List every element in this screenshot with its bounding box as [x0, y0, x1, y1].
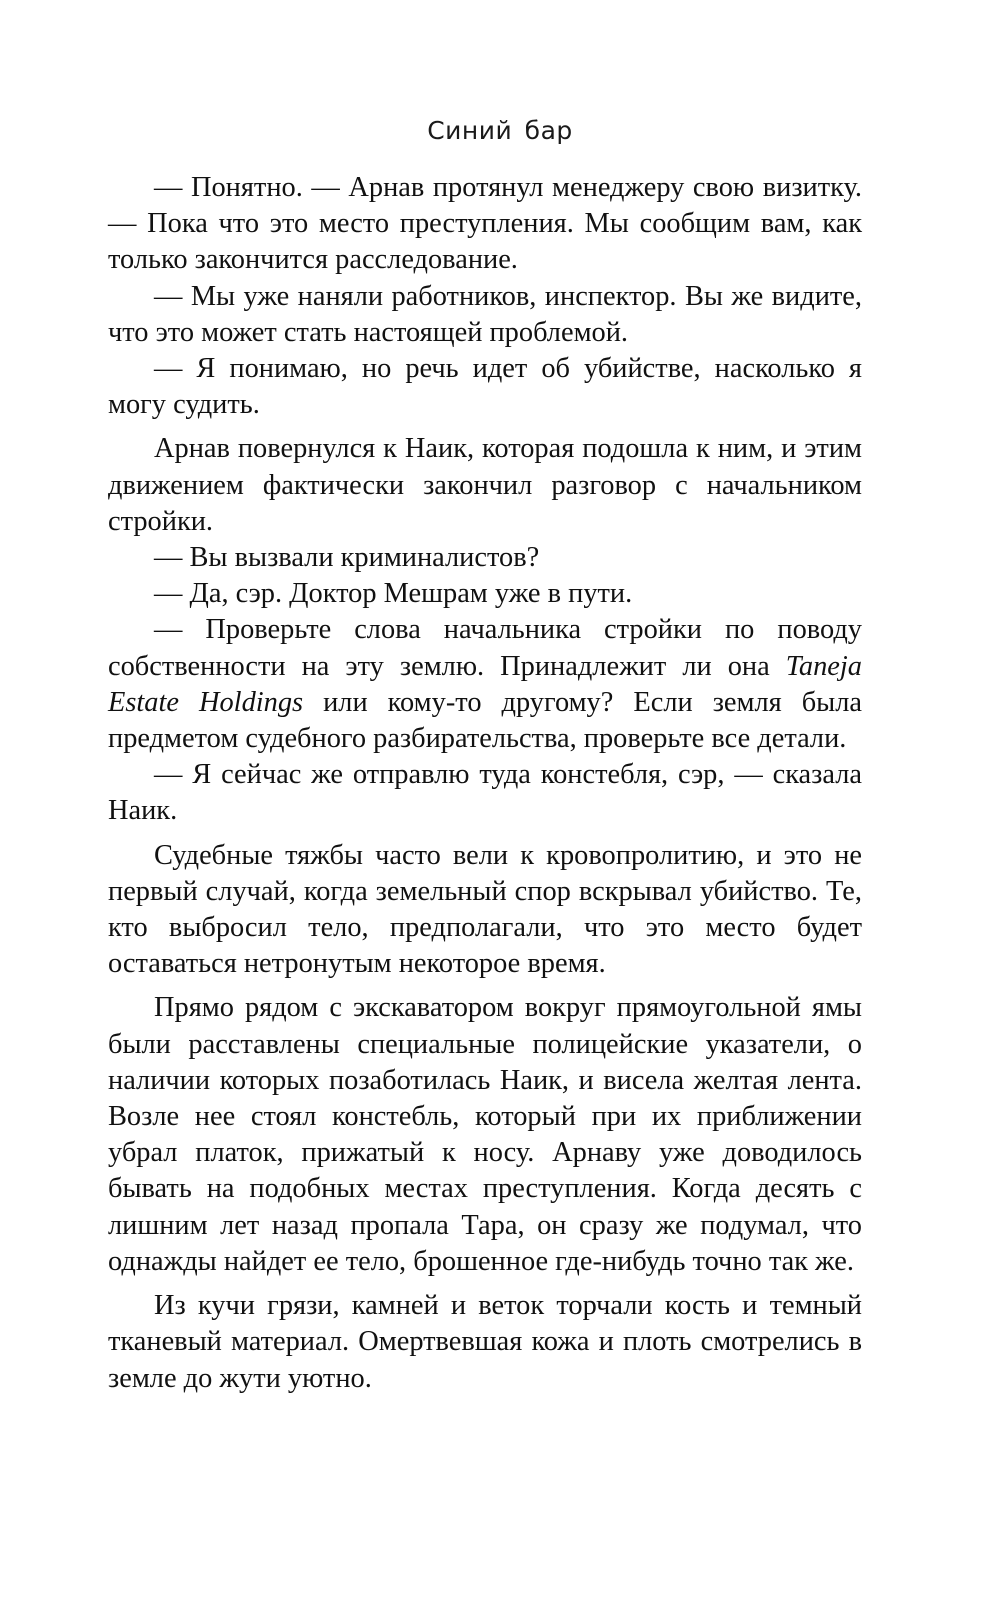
- paragraph: — Понятно. — Арнав протянул менеджеру свою визитку. — Пока что это место преступления. Мы сообщим вам, как только закончится расследование.: [108, 172, 862, 276]
- paragraph: Из кучи грязи, камней и веток торчали кость и темный тканевый материал. Омертвевшая кожа и плоть смотрелись в земле до жути уютно.: [108, 1290, 862, 1394]
- paragraph: — Мы уже наняли работников, инспектор. Вы же видите, что это может стать настоящей проблемой.: [108, 280, 862, 348]
- paragraph: — Вы вызвали криминалистов?: [154, 542, 540, 574]
- company-name: Taneja Estate Holdings: [108, 650, 862, 718]
- paragraph: — Да, сэр. Доктор Мешрам уже в пути.: [154, 578, 633, 610]
- paragraph: Судебные тяжбы часто вели к кровопролитию, и это не первый случай, когда земельный спор вскрывал убийство. Те, кто выбросил тело, предполагали, что это место будет оставаться нетронутым некоторое время.: [108, 839, 862, 980]
- paragraph: — Я понимаю, но речь идет об убийстве, насколько я могу судить.: [108, 353, 862, 421]
- paragraph: Арнав повернулся к Наик, которая подошла к ним, и этим движением фактически закончил разговор с начальником стройки.: [108, 433, 862, 537]
- body-text: [108, 170, 862, 1397]
- paragraph: — Проверьте слова начальника стройки по поводу собственности на эту землю. Принадлежит ли она Taneja Estate Holdings или кому-то другому? Если земля была предметом судебного разбирательства, проверьте все детали.: [108, 614, 863, 755]
- paragraph: Прямо рядом с экскаватором вокруг прямоугольной ямы были расставлены специальные полицейские указатели, о наличии которых позаботилась Наик, и висела желтая лента. Возле нее стоял констебль, который при их приближении убрал платок, прижатый к носу. Арнаву уже доводилось бывать на подобных местах преступления. Когда десять с лишним лет назад пропала Тара, он сразу же подумал, что однажды найдет ее тело, брошенное где-нибудь точно так же.: [108, 992, 862, 1277]
- running-header: Синий бар: [427, 116, 573, 145]
- paragraph: — Я сейчас же отправлю туда констебля, сэр, — сказала Наик.: [108, 759, 862, 827]
